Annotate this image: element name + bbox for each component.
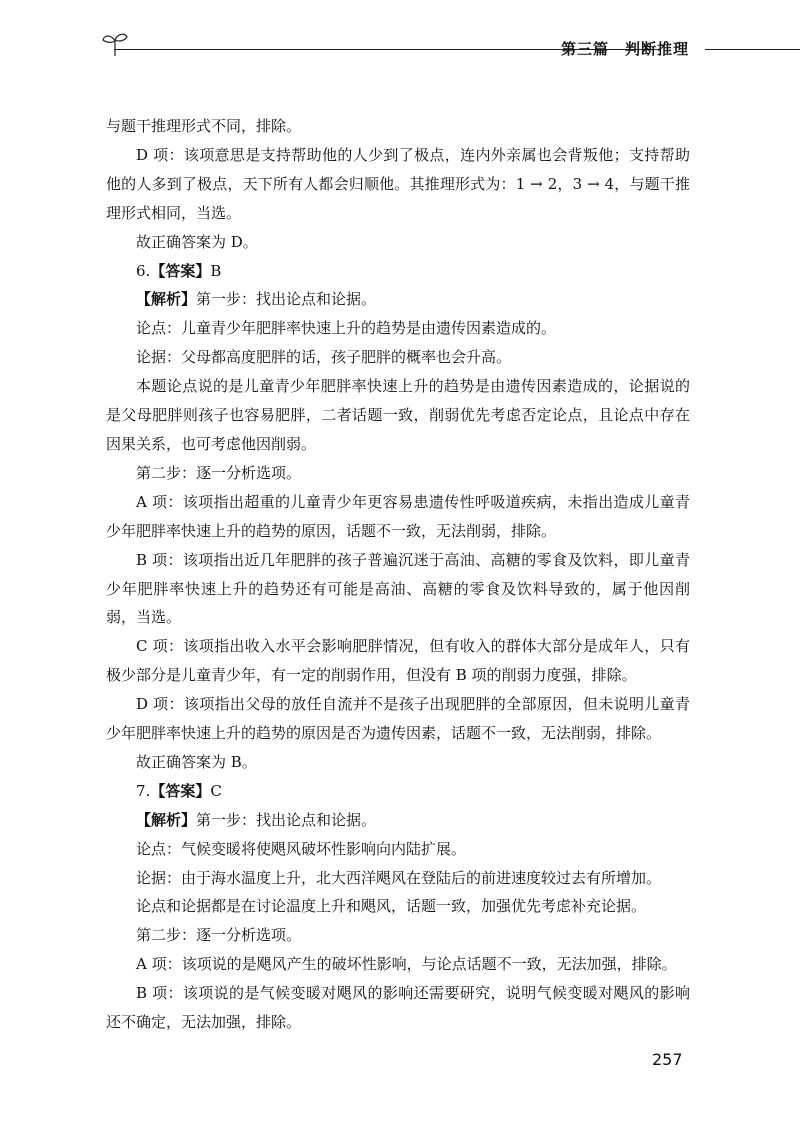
section-title: 第三篇 判断推理 [561,40,690,58]
paragraph [106,777,690,806]
page-body [106,112,690,1037]
paragraph [106,806,690,835]
paragraph: 论点和论据都是在讨论温度上升和飓风，话题一致，加强优先考虑补充论据。 [136,897,647,916]
section-label: 【解析】 [136,810,197,829]
paragraph: B 项：该项说的是气候变暖对飓风的影响还需要研究，说明气候变暖对飓风的影响还不确定，无法加强，排除。 [106,984,690,1032]
paragraph-text: C [210,781,222,800]
paragraph [106,285,690,314]
paragraph: 第二步：逐一分析选项。 [136,463,302,482]
paragraph: D 项：该项指出父母的放任自流并不是孩子出现肥胖的全部原因，但未说明儿童青少年肥胖率快速上升的趋势的原因是否为遗传因素，话题不一致，无法削弱，排除。 [106,695,690,743]
paragraph: 本题论点说的是儿童青少年肥胖率快速上升的趋势是由遗传因素造成的，论据说的是父母肥胖则孩子也容易肥胖，二者话题一致，削弱优先考虑否定论点，且论点中存在因果关系，也可考虑他因削弱。 [106,377,690,453]
question-number: 7. [136,781,151,800]
paragraph: 论点：气候变暖将使飓风破坏性影响向内陆扩展。 [136,839,467,858]
paragraph: 论点：儿童青少年肥胖率快速上升的趋势是由遗传因素造成的。 [136,319,557,338]
paragraph: 论据：由于海水温度上升，北大西洋飓风在登陆后的前进速度较过去有所增加。 [136,868,662,887]
paragraph: 第二步：逐一分析选项。 [136,926,302,945]
paragraph-text: B [210,261,222,280]
running-header [100,28,800,68]
section-label: 【答案】 [150,261,211,280]
question-number: 6. [136,261,151,280]
paragraph-text: 第一步：找出论点和论据。 [196,290,377,309]
paragraph: B 项：该项指出近几年肥胖的孩子普遍沉迷于高油、高糖的零食及饮料，即儿童青少年肥胖率快速上升的趋势还有可能是高油、高糖的零食及饮料导致的，属于他因削弱，当选。 [106,550,690,627]
header-rule-right [705,49,800,50]
section-label: 【解析】 [136,290,197,309]
paragraph: A 项：该项说的是飓风产生的破坏性影响，与论点话题不一致，无法加强，排除。 [136,955,677,974]
paragraph-text: 第一步：找出论点和论据。 [196,810,377,829]
paragraph: 与题干推理形式不同，排除。 [106,117,302,135]
paragraph: 故正确答案为 D。 [136,232,258,251]
section-label: 【答案】 [150,781,211,800]
paragraph [106,257,690,286]
paragraph: D 项：该项意思是支持帮助他的人少到了极点，连内外亲属也会背叛他；支持帮助他的人多到了极点，天下所有人都会归顺他。其推理形式为：1 → 2，3 → 4，与题干推理形式相同，当选。 [106,145,690,222]
sprout-icon [100,28,130,58]
paragraph: 故正确答案为 B。 [136,752,257,771]
paragraph: A 项：该项指出超重的儿童青少年更容易患遗传性呼吸道疾病，未指出造成儿童青少年肥胖率快速上升的趋势的原因，话题不一致，无法削弱，排除。 [106,492,690,540]
paragraph: 论据：父母都高度肥胖的话，孩子肥胖的概率也会升高。 [136,348,512,367]
paragraph: C 项：该项指出收入水平会影响肥胖情况，但有收入的群体大部分是成年人，只有极少部分是儿童青少年，有一定的削弱作用，但没有 B 项的削弱力度强，排除。 [106,637,690,685]
page-number: 257 [652,1050,683,1069]
